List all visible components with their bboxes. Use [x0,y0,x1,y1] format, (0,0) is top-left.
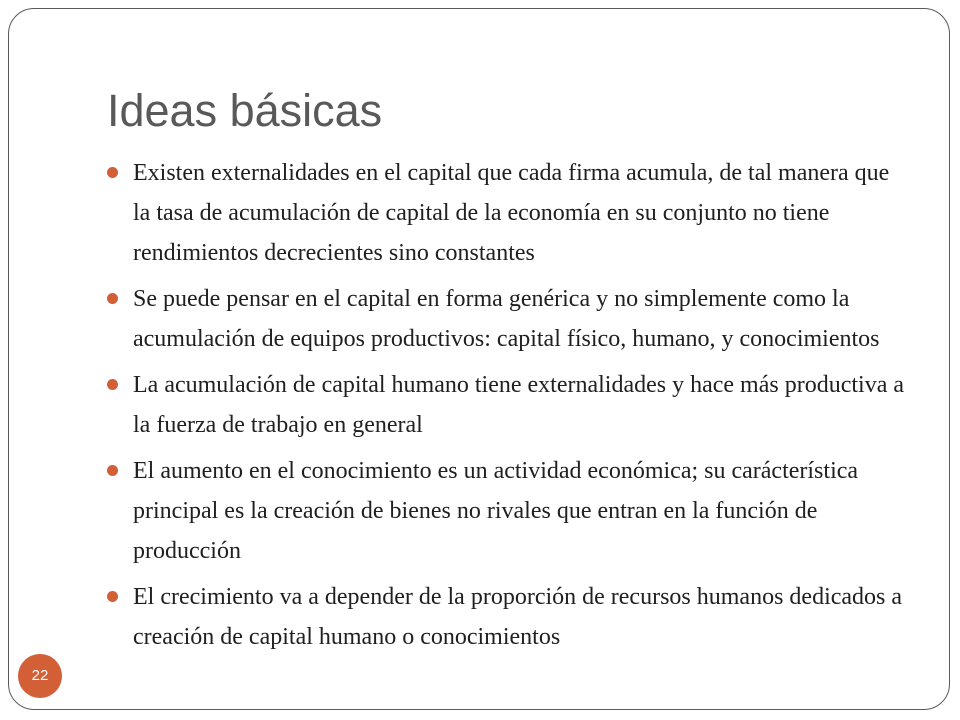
bullet-list [107,153,907,663]
bullet-item [107,279,907,359]
bullet-item [107,153,907,273]
bullet-item [107,365,907,445]
bullet-text: La acumulación de capital humano tiene externalidades y hace más productiva a la fuerza de trabajo en general [133,372,904,438]
bullet-dot-icon [107,591,118,602]
bullet-text: El crecimiento va a depender de la proporción de recursos humanos dedicados a creación de capital humano o conocimientos [133,584,903,650]
bullet-item [107,577,907,657]
bullet-dot-icon [107,293,118,304]
bullet-item [107,451,907,571]
bullet-text: El aumento en el conocimiento es un actividad económica; su carácterística principal es la creación de bienes no rivales que entran en la función de producción [133,458,859,564]
bullet-text: Existen externalidades en el capital que cada firma acumula, de tal manera que la tasa de acumulación de capital de la economía en su conjunto no tiene rendimientos decrecientes sino constantes [133,160,890,266]
bullet-dot-icon [107,465,118,476]
slide-number-badge: 22 [18,654,62,698]
bullet-text: Se puede pensar en el capital en forma genérica y no simplemente como la acumulación de equipos productivos: capital físico, humano, y conocimientos [133,286,880,352]
bullet-dot-icon [107,379,118,390]
slide-title: Ideas básicas [107,85,383,136]
bullet-dot-icon [107,167,118,178]
